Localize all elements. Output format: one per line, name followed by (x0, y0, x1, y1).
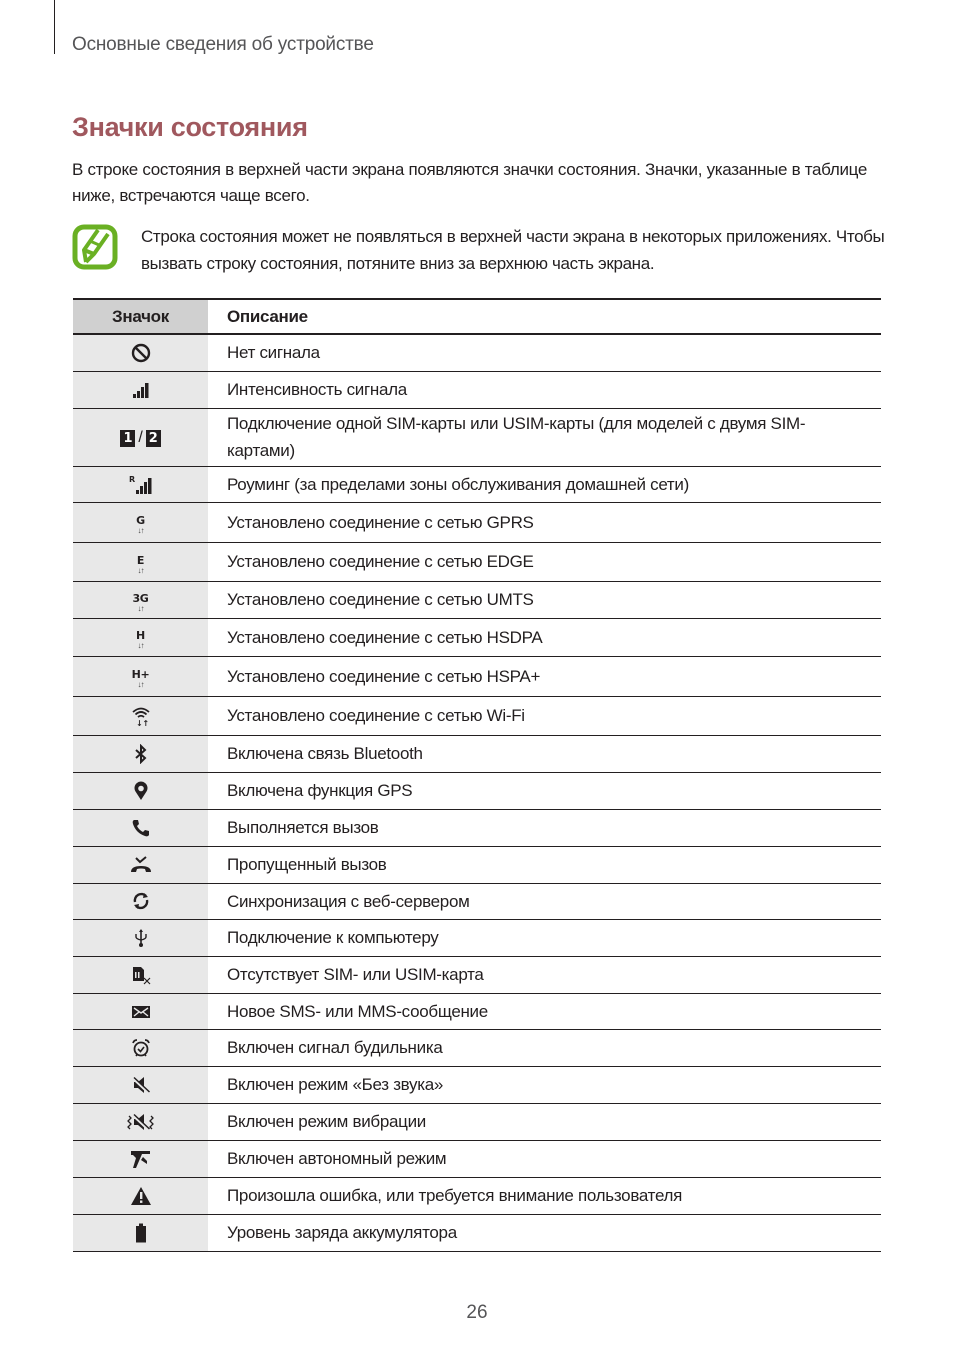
edge-icon: E ↓↑ (136, 553, 145, 575)
sync-icon (131, 891, 151, 911)
svg-text:R: R (128, 475, 135, 485)
table-row (73, 466, 881, 502)
row-description: Включен сигнал будильника (227, 1038, 443, 1057)
row-description: Нет сигнала (227, 343, 320, 363)
table-row (73, 883, 881, 919)
row-description: Отсутствует SIM- или USIM-карта (227, 965, 484, 984)
umts-3g-icon: 3G ↓↑ (132, 591, 149, 613)
table-header-row (73, 299, 881, 334)
table-row (73, 735, 881, 772)
row-description: Включена связь Bluetooth (227, 744, 423, 763)
roaming-icon (129, 474, 153, 494)
row-description: Интенсивность сигнала (227, 380, 407, 399)
row-description: Установлено соединение с сетью Wi-Fi (227, 706, 525, 725)
no-sim-icon (131, 965, 151, 985)
table-row (73, 1066, 881, 1103)
margin-rule (54, 0, 55, 54)
wifi-icon (132, 706, 150, 726)
row-description: Выполняется вызов (227, 818, 379, 837)
row-description: Включен режим «Без звука» (227, 1075, 444, 1094)
row-description: Установлено соединение с сетью UMTS (227, 590, 534, 609)
row-description: Произошла ошибка, или требуется внимание пользователя (227, 1186, 683, 1205)
table-row (73, 502, 881, 542)
svg-text:↓↑: ↓↑ (135, 718, 149, 726)
row-description: Установлено соединение с сетью EDGE (227, 552, 534, 571)
table-row (73, 408, 881, 466)
no-signal-icon (131, 343, 151, 363)
table-row (73, 542, 881, 581)
row-description: Пропущенный вызов (227, 855, 387, 874)
table-row (73, 1177, 881, 1214)
table-row (73, 1214, 881, 1251)
table-row (73, 656, 881, 696)
row-description: Установлено соединение с сетью HSDPA (227, 627, 543, 647)
airplane-mode-icon (130, 1149, 152, 1169)
row-description: Установлено соединение с сетью GPRS (227, 512, 534, 532)
table-row (73, 772, 881, 809)
row-description: Уровень заряда аккумулятора (227, 1223, 457, 1242)
table-row (73, 371, 881, 408)
row-description: Роуминг (за пределами зоны обслуживания домашней сети) (227, 474, 689, 494)
row-description: Синхронизация с веб-сервером (227, 891, 470, 911)
hspa-plus-icon: H+ ↓↑ (131, 668, 150, 689)
table-row (73, 993, 881, 1029)
warning-icon (130, 1186, 152, 1206)
row-description: Подключение одной SIM-карты или USIM-карты (для моделей с двумя SIM-картами) (227, 414, 806, 460)
message-envelope-icon (131, 1004, 151, 1020)
table-row (73, 1103, 881, 1140)
table-row (73, 618, 881, 656)
status-icons-table (73, 298, 881, 1252)
table-row (73, 581, 881, 618)
gprs-icon: G ↓↑ (136, 514, 145, 535)
mute-icon (131, 1075, 151, 1095)
table-row (73, 1029, 881, 1066)
alarm-clock-icon (131, 1038, 151, 1058)
section-title: Значки состояния (72, 112, 308, 142)
table-row (73, 696, 881, 735)
call-in-progress-icon (131, 818, 151, 838)
column-header-icon: Значок (73, 299, 208, 334)
vibrate-icon (126, 1112, 156, 1132)
table-row (73, 919, 881, 956)
row-description: Включен режим вибрации (227, 1112, 426, 1131)
row-description: Новое SMS- или MMS-сообщение (227, 1001, 488, 1021)
usb-icon (134, 928, 148, 948)
table-row (73, 846, 881, 883)
bluetooth-icon (134, 744, 148, 764)
battery-icon (135, 1223, 147, 1243)
row-description: Подключение к компьютеру (227, 928, 439, 947)
running-head: Основные сведения об устройстве (72, 34, 374, 55)
page-number: 26 (466, 1302, 488, 1323)
sim-card-1-2-icon: 1 / 2 (120, 429, 160, 447)
row-description: Включена функция GPS (227, 781, 413, 800)
table-row (73, 956, 881, 993)
row-description: Включен автономный режим (227, 1149, 447, 1168)
table-row (73, 1140, 881, 1177)
hsdpa-icon: H ↓↑ (136, 629, 145, 650)
gps-location-icon (133, 781, 149, 801)
missed-call-icon (129, 855, 153, 875)
intro-paragraph: В строке состояния в верхней части экрана появляются значки состояния. Значки, указанные в таблице ниже, встречаются чаще всего. (72, 160, 868, 205)
row-description: Установлено соединение с сетью HSPA+ (227, 666, 541, 686)
table-row (73, 809, 881, 846)
column-header-description: Описание (227, 306, 308, 326)
note-text: Строка состояния может не появляться в верхней части экрана в некоторых приложениях. Чтобы вызвать строку состояния, потяните вниз за верхнюю часть экрана. (141, 227, 885, 273)
table-row (73, 334, 881, 371)
signal-strength-icon (132, 382, 150, 398)
note-pencil-icon (72, 224, 118, 270)
